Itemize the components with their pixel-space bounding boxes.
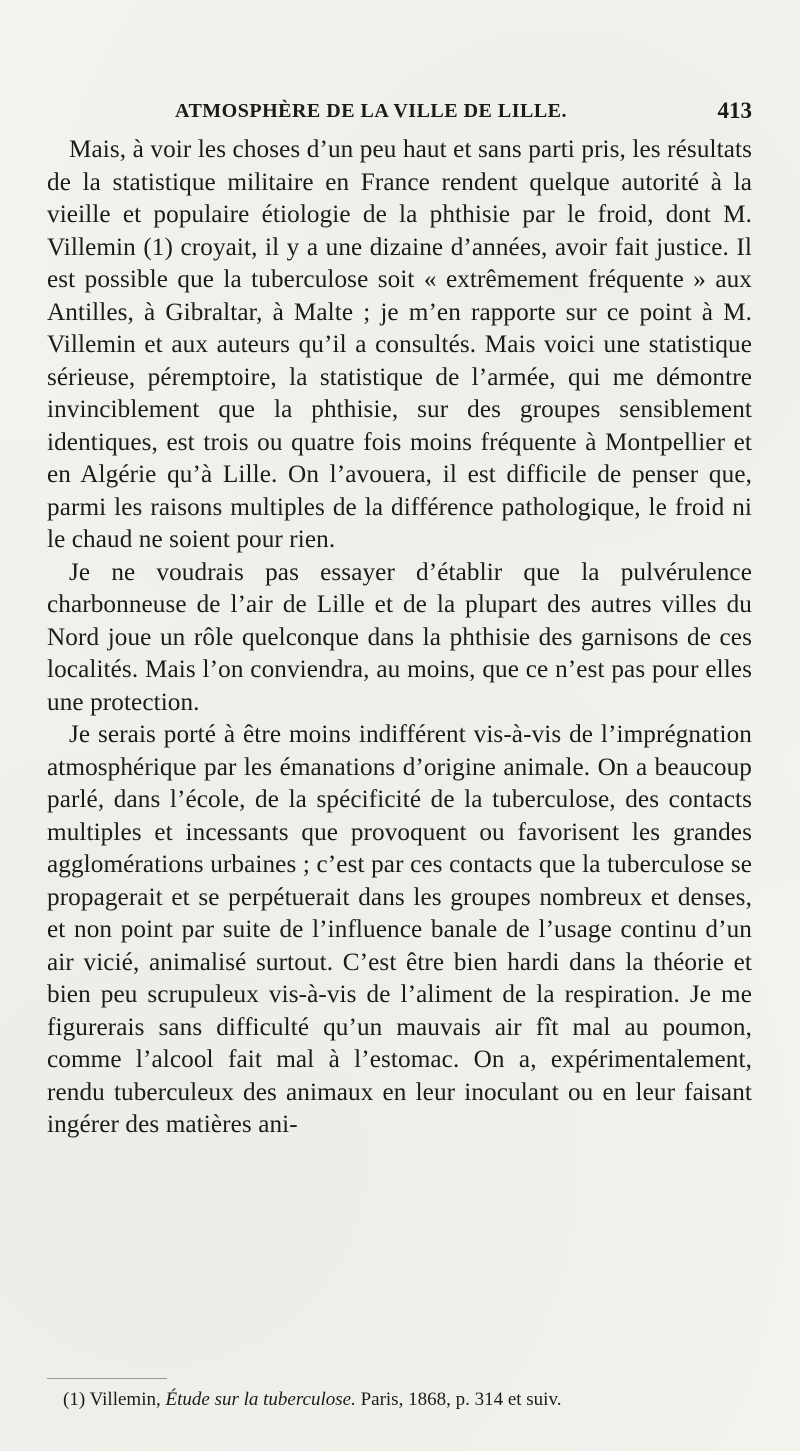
main-text [47,134,752,1142]
paragraph-2: Je ne voudrais pas essayer d’établir que la pulvérulence charbonneuse de l’air de Lille et de la plupart des autres villes du Nord joue un rôle quelconque dans la phthisie des garnisons de ces localités. Mais l’on conviendra, au moins, que ce n’est pas pour elles une protection. [47,558,752,716]
footnote-marker: (1) [63,1389,86,1410]
footnote-author: Villemin, [89,1389,161,1410]
footnote [63,1388,753,1412]
paragraph-3: Je serais porté à être moins indifférent vis-à-vis de l’imprégnation atmosphérique par les émanations d’origine animale. On a beaucoup parlé, dans l’école, de la spécificité de la tuberculose, des contacts multiples et incessants que provoquent ou favorisent les grandes agglomérations urbaines ; c’est par ces contacts que la tuberculose se propagerait et se perpétuerait dans les groupes nombreux et denses, et non point par suite de l’influence banale de l’usage continu d’un air vicié, animalisé surtout. C’est être bien hardi dans la théorie et bien peu scrupuleux vis-à-vis de l’aliment de la respiration. Je me figurerais sans difficulté qu’un mauvais air fît mal au poumon, comme l’alcool fait mal à l’estomac. On a, expérimentalement, rendu tuberculeux des animaux en leur inoculant ou en leur faisant ingérer des matières ani- [47,721,752,1138]
footnote-work: Étude sur la tuberculose. [165,1389,356,1410]
running-header [47,94,752,130]
paragraph-1: Mais, à voir les choses d’un peu haut et sans parti pris, les résultats de la statistique militaire en France rendent quelque autorité à la vieille et populaire étiologie de la phthisie par le froid, dont M. Villemin (1) croyait, il y a une dizaine d’années, avoir fait justice. Il est possible que la tuberculose soit « extrêmement fréquente » aux Antilles, à Gibraltar, à Malte ; je m’en rapporte sur ce point à M. Villemin et aux auteurs qu’il a consultés. Mais voici une statistique sérieuse, péremptoire, la statistique de l’armée, qui me démontre invinciblement que la phthisie, sur des groupes sensiblement identiques, est trois ou quatre fois moins fréquente à Montpellier et en Algérie qu’à Lille. On l’avouera, il est difficile de penser que, parmi les raisons multiples de la différence pathologique, le froid ni le chaud ne soient pour rien. [47,136,752,553]
footnote-rule [47,1378,167,1379]
footnote-details: Paris, 1868, p. 314 et suiv. [360,1389,562,1410]
page-number: 413 [717,98,752,123]
running-title: ATMOSPHÈRE DE LA VILLE DE LILLE. [175,100,568,122]
